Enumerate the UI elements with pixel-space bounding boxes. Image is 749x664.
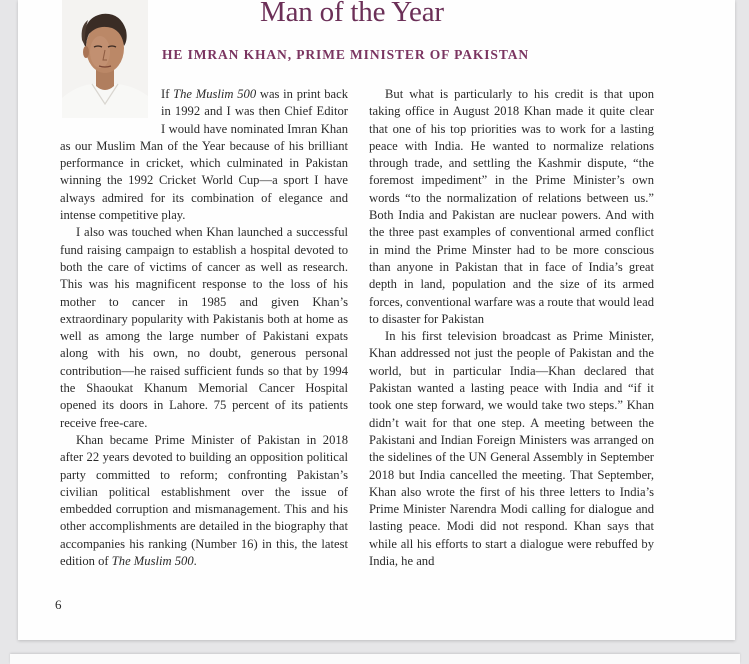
publication-name: The Muslim 500: [173, 87, 257, 101]
paragraph-text: was in print back in 1992 and I was then Chief Editor I would have nominated Imran Khan as our Muslim Man of the Year because of his brilliant performance in cricket, which culminated in Pakistan winning the 1992 Cricket World Cup—a sport I have always admired for its combination of elegance and intense competitive play.: [60, 87, 348, 223]
article-title: Man of the Year: [260, 0, 444, 28]
paragraph-text: Khan became Prime Minister of Pakistan in 2018 after 22 years devoted to building an opposition political party committed to reform; confronting Pakistan’s civilian political establishment over the issue of embedded corruption and mismanagement. This and his other accomplishments are detailed in the biography that accompanies his ranking (Number 16) in this, the latest edition of: [60, 432, 348, 569]
paragraph-lead: If: [161, 87, 174, 101]
next-page-edge: [10, 654, 740, 664]
paragraph: But what is particularly to his credit is that upon taking office in August 2018 Khan made it quite clear that one of his top priorities was to work for a lasting peace with India. He wanted to normalize relations through trade, and settling the Kashmir dispute, “the foremost impediment” in the Prime Minister’s own words “to the normalization of relations between us.” Both India and Pakistan are nuclear powers. And with the three past examples of conventional armed conflict in mind the Prime Minster had to be more conscious than anyone in Pakistan that in face of India’s great depth in land, population and the size of its armed forces, conventional warfare was a route that would lead to disaster for Pakistan: [369, 87, 654, 326]
right-text-column: [369, 86, 654, 570]
paragraph: In his first television broadcast as Prime Minister, Khan addressed not just the people of Pakistan and the world, but in particular India—Khan declared that Pakistan wanted a lasting peace with India and “if it took one step forward, we would take two steps.” Khan didn’t wait for that one step. A meeting between the Pakistani and Indian Foreign Ministers was arranged on the sidelines of the UN General Assembly in September 2018 but India cancelled the meeting. That September, Khan also wrote the first of his three letters to India’s Prime Minister Narendra Modi calling for dialogue and lasting peace. Modi did not respond. Khan says that while all his efforts to start a dialogue were rebuffed by India, he and: [369, 329, 654, 569]
paragraph-end: .: [193, 554, 197, 569]
page-number: 6: [55, 597, 62, 612]
document-page: [18, 0, 735, 640]
photo-wrap-space: [60, 86, 161, 137]
paragraph: I also was touched when Khan launched a successful fund raising campaign to establish a hospital devoted to both the care of victims of cancer as well as research. This was his magnificent response to the loss of his mother to cancer in 1985 and given Khan’s extraordinary popularity with Pakistanis both at home as well as among the large number of Pakistani expats along with his own, no doubt, generous personal contribution—he raised sufficient funds so that by 1994 the Shaoukat Khanum Memorial Cancer Hospital opened its doors in Lahore. 75 percent of its patients receive free-care.: [60, 225, 348, 430]
article-subtitle: HE IMRAN KHAN, PRIME MINISTER OF PAKISTAN: [162, 47, 530, 62]
publication-name: The Muslim 500: [111, 554, 194, 569]
left-text-column: [60, 86, 348, 570]
paragraph: [60, 432, 348, 570]
